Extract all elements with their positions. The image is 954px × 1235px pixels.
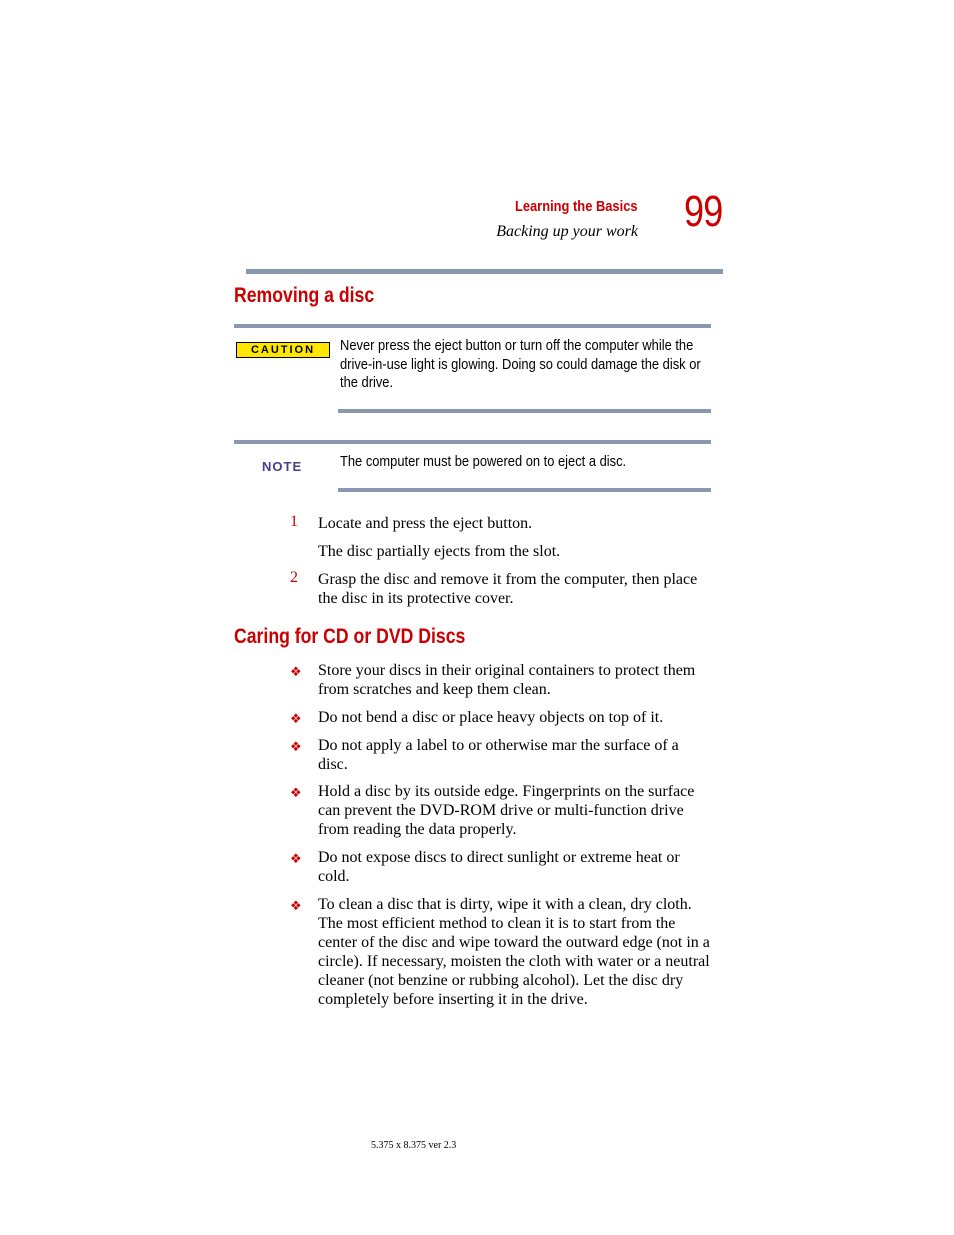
bullet-icon: ❖ [290,711,302,726]
caution-badge: CAUTION [236,342,330,358]
list-item: Hold a disc by its outside edge. Fingerprints on the surface can prevent the DVD-ROM drive or multi-function drive from reading the data properly. [318,783,695,838]
caution-bottom-rule [338,409,711,413]
section-title: Backing up your work [496,223,638,240]
bullet-icon: ❖ [290,664,302,679]
bullet-icon: ❖ [290,851,302,866]
bullet-icon: ❖ [290,785,302,800]
step-result: The disc partially ejects from the slot. [318,543,561,560]
step-text: Locate and press the eject button. [318,515,533,532]
footer-version: 5.375 x 8.375 ver 2.3 [371,1140,457,1151]
caution-text: Never press the eject button or turn off the computer while the drive-in-use light is glowing. Doing so could damage the disk or the drive. [340,337,701,391]
chapter-title: Learning the Basics [515,198,638,215]
note-bottom-rule [338,488,711,492]
bullet-icon: ❖ [290,739,302,754]
list-item: Store your discs in their original containers to protect them from scratches and keep them clean. [318,662,696,698]
list-item: Do not bend a disc or place heavy objects on top of it. [318,709,664,726]
list-item: Do not expose discs to direct sunlight or extreme heat or cold. [318,849,680,885]
note-text: The computer must be powered on to eject a disc. [340,453,627,470]
heading-removing-a-disc: Removing a disc [234,284,375,307]
caution-top-rule [234,324,711,328]
note-badge: NOTE [262,459,303,474]
step-number: 2 [290,569,298,586]
heading-caring-for-discs: Caring for CD or DVD Discs [234,625,466,648]
step-text: Grasp the disc and remove it from the computer, then place the disc in its protective cover. [318,571,698,607]
header-rule [246,269,723,274]
list-item: To clean a disc that is dirty, wipe it with a clean, dry cloth. The most efficient method to clean it is to start from the center of the disc and wipe toward the outward edge (not in a circle). If necessary, moisten the cloth with water or a neutral cleaner (not benzine or rubbing alcohol). Let the disc dry completely before inserting it in the drive. [318,896,710,1008]
page-number: 99 [684,187,723,236]
step-number: 1 [290,513,298,530]
bullet-icon: ❖ [290,898,302,913]
list-item: Do not apply a label to or otherwise mar the surface of a disc. [318,737,679,773]
note-top-rule [234,440,711,444]
